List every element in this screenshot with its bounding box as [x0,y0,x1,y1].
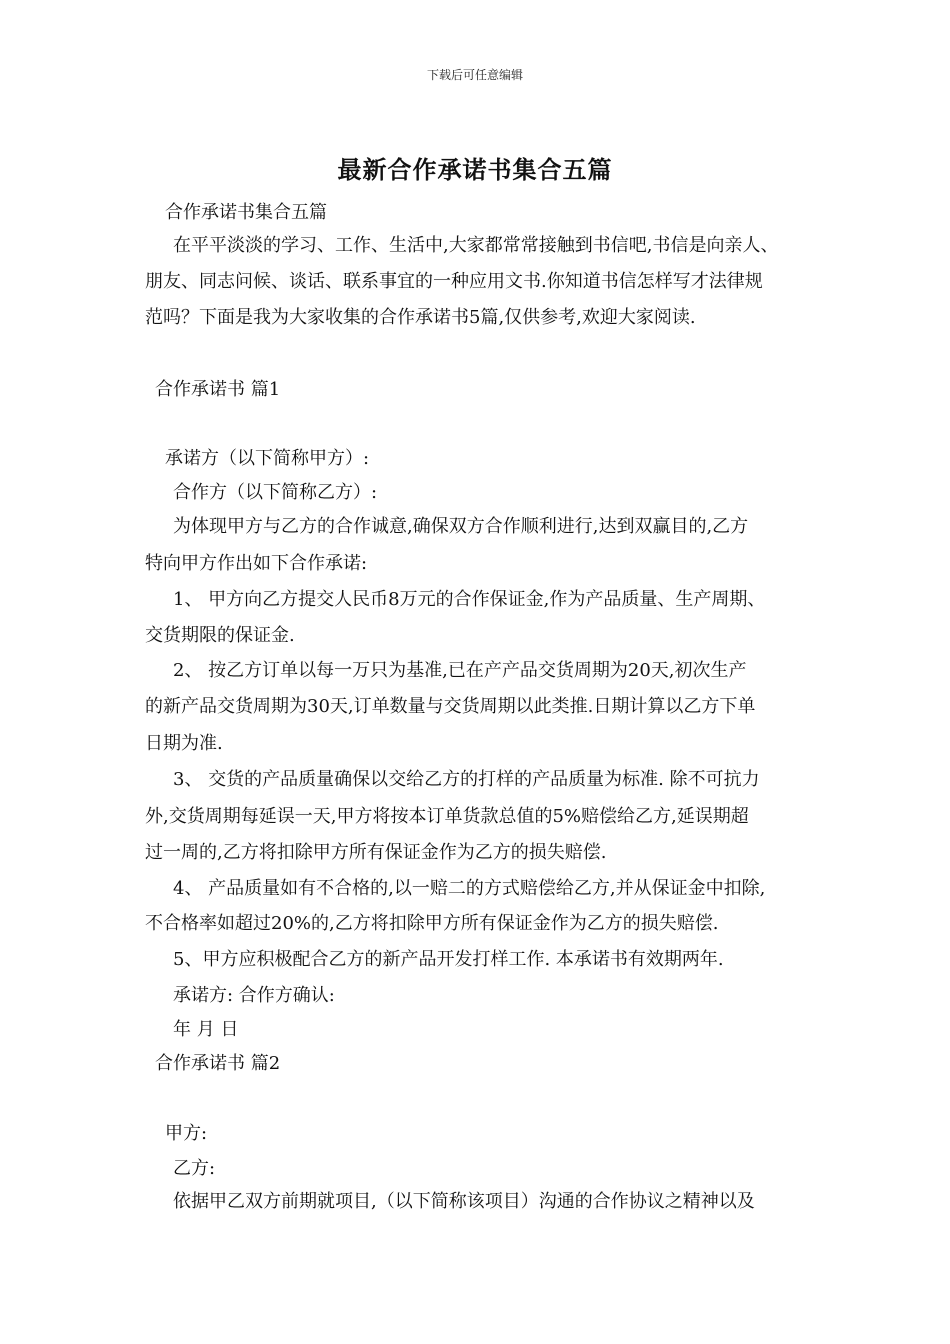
paragraph-line: 甲方: [165,1123,208,1144]
section-heading: 合作承诺书 篇2 [155,1053,281,1074]
signature-line: 承诺方: 合作方确认: [173,985,335,1006]
list-item-line: 2、 按乙方订单以每一万只为基准,已在产产品交货周期为20天,初次生产 [173,660,747,681]
paragraph-line: 在平平淡淡的学习、工作、生活中,大家都常常接触到书信吧,书信是向亲人、 [173,235,779,256]
list-item-line: 的新产品交货周期为30天,订单数量与交货周期以此类推.日期计算以乙方下单 [145,696,756,717]
section-heading: 合作承诺书 篇1 [155,379,281,400]
header-note: 下载后可任意编辑 [426,68,523,82]
paragraph-line: 朋友、同志问候、谈话、联系事宜的一种应用文书.你知道书信怎样写才法律规 [145,271,763,292]
paragraph-line: 特向甲方作出如下合作承诺: [145,553,368,574]
paragraph-line: 乙方: [173,1158,216,1179]
subtitle-line: 合作承诺书集合五篇 [165,202,327,223]
list-item-line: 日期为准. [145,733,223,754]
paragraph-line: 承诺方（以下简称甲方）: [165,448,370,469]
paragraph-line: 为体现甲方与乙方的合作诚意,确保双方合作顺利进行,达到双赢目的,乙方 [173,516,749,537]
list-item-line: 1、 甲方向乙方提交人民币8万元的合作保证金,作为产品质量、生产周期、 [173,589,766,610]
date-line: 年 月 日 [173,1019,239,1040]
list-item-line: 外,交货周期每延误一天,甲方将按本订单货款总值的5%赔偿给乙方,延误期超 [145,806,749,827]
list-item-line: 5、甲方应积极配合乙方的新产品开发打样工作. 本承诺书有效期两年. [173,949,724,970]
list-item-line: 不合格率如超过20%的,乙方将扣除甲方所有保证金作为乙方的损失赔偿. [145,913,719,934]
paragraph-line: 依据甲乙双方前期就项目,（以下简称该项目）沟通的合作协议之精神以及 [173,1191,755,1212]
paragraph-line: 范吗？下面是我为大家收集的合作承诺书5篇,仅供参考,欢迎大家阅读. [145,307,696,328]
paragraph-line: 合作方（以下简称乙方）: [173,482,378,503]
document-title: 最新合作承诺书集合五篇 [337,155,613,184]
list-item-line: 3、 交货的产品质量确保以交给乙方的打样的产品质量为标准. 除不可抗力 [173,769,760,790]
list-item-line: 交货期限的保证金. [145,625,295,646]
list-item-line: 过一周的,乙方将扣除甲方所有保证金作为乙方的损失赔偿. [145,842,607,863]
list-item-line: 4、 产品质量如有不合格的,以一赔二的方式赔偿给乙方,并从保证金中扣除, [173,878,766,899]
